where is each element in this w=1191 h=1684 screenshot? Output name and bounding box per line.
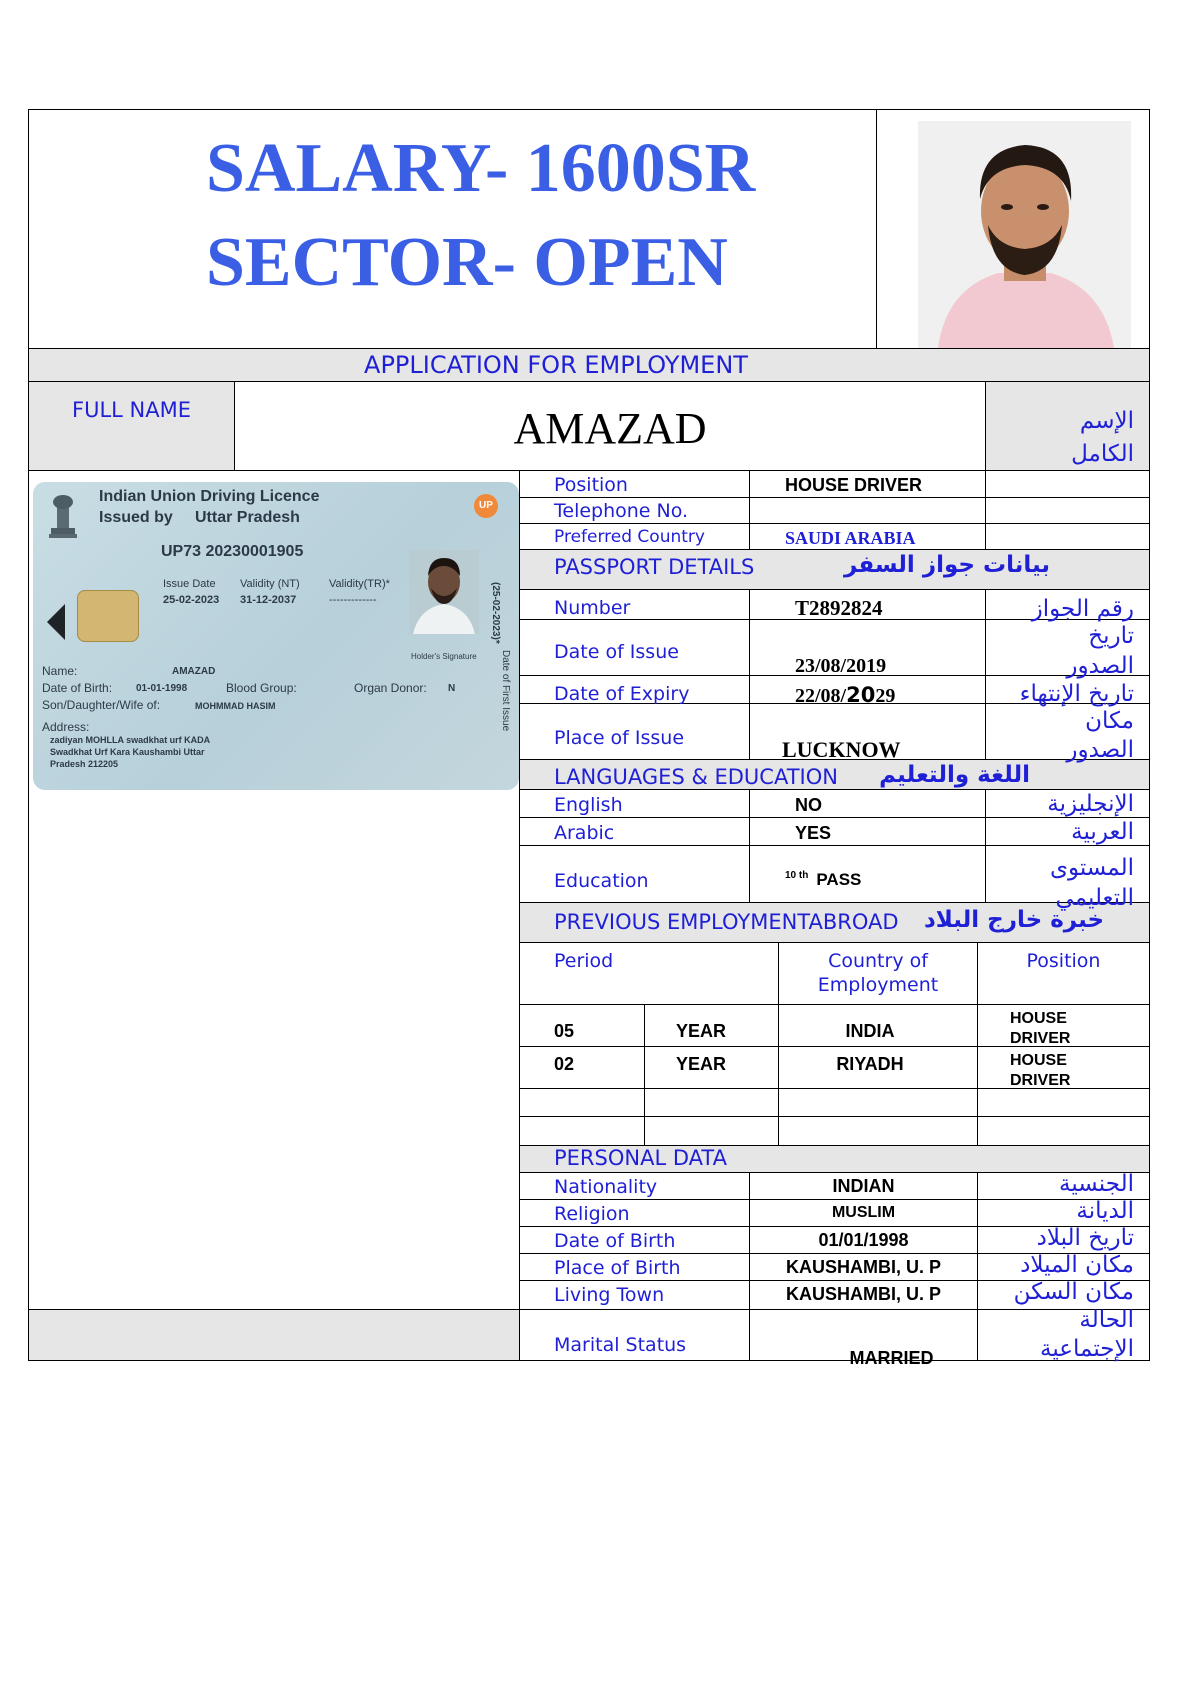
licence-dob: 01-01-1998 <box>136 683 188 694</box>
candidate-photo <box>918 121 1131 348</box>
licence-organ: N <box>448 683 456 694</box>
licence-holder-signature: Holder's Signature <box>411 652 477 661</box>
licence-address-line: Swadkhat Urf Kara Kaushambi Uttar <box>50 747 205 757</box>
licence-state: Uttar Pradesh <box>195 509 300 526</box>
position-label: Position <box>554 474 628 496</box>
driving-licence-card <box>33 482 519 790</box>
licence-validity-nt-label: Validity (NT) <box>240 578 300 590</box>
nationality-value: INDIAN <box>832 1176 895 1196</box>
form-title: APPLICATION FOR EMPLOYMENT <box>364 351 748 379</box>
issue-date-label-ar-2: الصدور <box>1066 653 1134 679</box>
pob-label: Place of Birth <box>554 1257 681 1279</box>
full-name-value: AMAZAD <box>513 404 707 453</box>
personal-data-heading: PERSONAL DATA <box>554 1146 727 1170</box>
preferred-country-value: SAUDI ARABIA <box>785 528 916 548</box>
education-label-ar-2: التعليمي <box>1055 885 1134 911</box>
position-column-header: Position <box>1026 950 1101 972</box>
licence-validity-tr-label: Validity(TR)* <box>329 578 390 590</box>
living-town-value: KAUSHAMBI, U. P <box>785 1284 941 1304</box>
passport-number-label: Number <box>554 597 631 619</box>
licence-number: UP73 20230001905 <box>161 543 304 560</box>
licence-organ-label: Organ Donor: <box>354 681 427 695</box>
employment-years: 02 <box>554 1054 575 1074</box>
country-column-header-2: Employment <box>817 974 939 996</box>
employment-position-2: DRIVER <box>1010 1072 1071 1089</box>
licence-name-label: Name: <box>42 664 78 678</box>
arabic-label: Arabic <box>554 822 615 844</box>
expiry-date-label: Date of Expiry <box>554 683 690 705</box>
employment-unit: YEAR <box>676 1054 727 1074</box>
emblem-icon <box>43 494 83 554</box>
licence-validity-tr: ------------- <box>329 594 377 606</box>
sector-heading: SECTOR- OPEN <box>206 224 728 301</box>
employment-country: RIYADH <box>836 1054 904 1074</box>
chip-icon <box>77 590 139 642</box>
expiry-date-value: 22/08/2029 <box>795 683 896 707</box>
dob-label: Date of Birth <box>554 1230 676 1252</box>
nationality-label: Nationality <box>554 1176 658 1198</box>
previous-employment-heading: PREVIOUS EMPLOYMENTABROAD <box>554 910 899 934</box>
licence-address-label: Address: <box>42 720 90 734</box>
licence-first-issue-date: (25-02-2023)* <box>490 582 501 644</box>
licence-title: Indian Union Driving Licence <box>99 488 320 505</box>
arrow-icon <box>47 604 65 640</box>
issue-date-label-ar: تاريخ <box>1088 623 1134 649</box>
salary-heading: SALARY- 1600SR <box>206 130 756 207</box>
passport-heading: PASSPORT DETAILS <box>554 555 755 579</box>
licence-issued-by: Issued by <box>99 509 173 526</box>
country-column-header: Country of <box>828 950 928 972</box>
issue-date-label: Date of Issue <box>554 641 679 663</box>
licence-validity-nt: 31-12-2037 <box>240 594 297 606</box>
previous-employment-heading-ar: خبرة خارج البلاد <box>924 907 1105 933</box>
living-town-label: Living Town <box>554 1284 665 1306</box>
licence-dob-label: Date of Birth: <box>42 681 113 695</box>
education-value: $^{10 th}$ PASS <box>785 870 862 889</box>
preferred-country-label: Preferred Country <box>554 527 705 547</box>
expiry-date-label-ar: تاريخ الإنتهاء <box>1019 681 1134 707</box>
employment-position-2: DRIVER <box>1010 1030 1071 1047</box>
licence-relation: MOHMMAD HASIM <box>195 701 276 711</box>
licence-holder-photo <box>409 550 479 634</box>
licence-name: AMAZAD <box>172 666 216 677</box>
employment-position: HOUSE <box>1010 1052 1067 1069</box>
licence-address-line: zadiyan MOHLLA swadkhat urf KADA <box>50 735 211 745</box>
employment-years: 05 <box>554 1021 575 1041</box>
place-of-issue-value: LUCKNOW <box>782 737 901 762</box>
employment-position: HOUSE <box>1010 1010 1067 1027</box>
marital-status-label-ar-2: الإجتماعية <box>1040 1336 1134 1362</box>
period-column-header: Period <box>554 950 614 972</box>
languages-heading: LANGUAGES & EDUCATION <box>554 765 838 789</box>
licence-relation-label: Son/Daughter/Wife of: <box>42 698 161 712</box>
place-of-issue-label-ar-2: الصدور <box>1066 737 1134 763</box>
full-name-label: FULL NAME <box>72 398 191 422</box>
place-of-issue-label: Place of Issue <box>554 727 685 749</box>
licence-badge: UP <box>474 494 498 518</box>
full-name-label-ar-2: الكامل <box>1071 441 1134 467</box>
religion-label: Religion <box>554 1203 630 1225</box>
dob-label-ar: تاريخ البلاد <box>1036 1225 1134 1251</box>
languages-heading-ar: اللغة والتعليم <box>879 762 1030 788</box>
nationality-label-ar: الجنسية <box>1059 1171 1134 1197</box>
english-label-ar: الإنجليزية <box>1047 791 1134 817</box>
passport-number-value: T2892824 <box>795 596 883 620</box>
issue-date-value: 23/08/2019 <box>795 655 887 677</box>
passport-heading-ar: بيانات جواز السفر <box>844 552 1050 578</box>
full-name-label-ar: الإسم <box>1079 408 1134 434</box>
passport-number-label-ar: رقم الجواز <box>1031 596 1134 622</box>
marital-status-label: Marital Status <box>554 1334 687 1356</box>
employment-country: INDIA <box>845 1021 895 1041</box>
english-value: NO <box>795 795 822 815</box>
living-town-label-ar: مكان السكن <box>1013 1279 1134 1305</box>
arabic-value: YES <box>795 823 832 843</box>
licence-issue-date-label: Issue Date <box>163 578 216 590</box>
english-label: English <box>554 794 623 816</box>
education-label-ar: المستوى <box>1049 855 1134 881</box>
position-value: HOUSE DRIVER <box>785 475 923 495</box>
employment-unit: YEAR <box>676 1021 727 1041</box>
licence-address-line: Pradesh 212205 <box>50 759 119 769</box>
telephone-label: Telephone No. <box>554 500 689 522</box>
licence-first-issue: Date of First Issue <box>500 650 511 732</box>
place-of-issue-label-ar: مكان <box>1085 708 1134 734</box>
marital-status-value: MARRIED <box>849 1348 934 1368</box>
religion-value: MUSLIM <box>831 1204 896 1221</box>
pob-value: KAUSHAMBI, U. P <box>785 1257 941 1277</box>
licence-issue-date: 25-02-2023 <box>163 594 220 606</box>
pob-label-ar: مكان الميلاد <box>1020 1252 1134 1278</box>
dob-value: 01/01/1998 <box>818 1230 909 1250</box>
religion-label-ar: الديانة <box>1076 1198 1134 1224</box>
marital-status-label-ar: الحالة <box>1079 1307 1134 1333</box>
licence-blood-label: Blood Group: <box>226 681 297 695</box>
arabic-label-ar: العربية <box>1071 819 1134 845</box>
education-label: Education <box>554 870 649 892</box>
